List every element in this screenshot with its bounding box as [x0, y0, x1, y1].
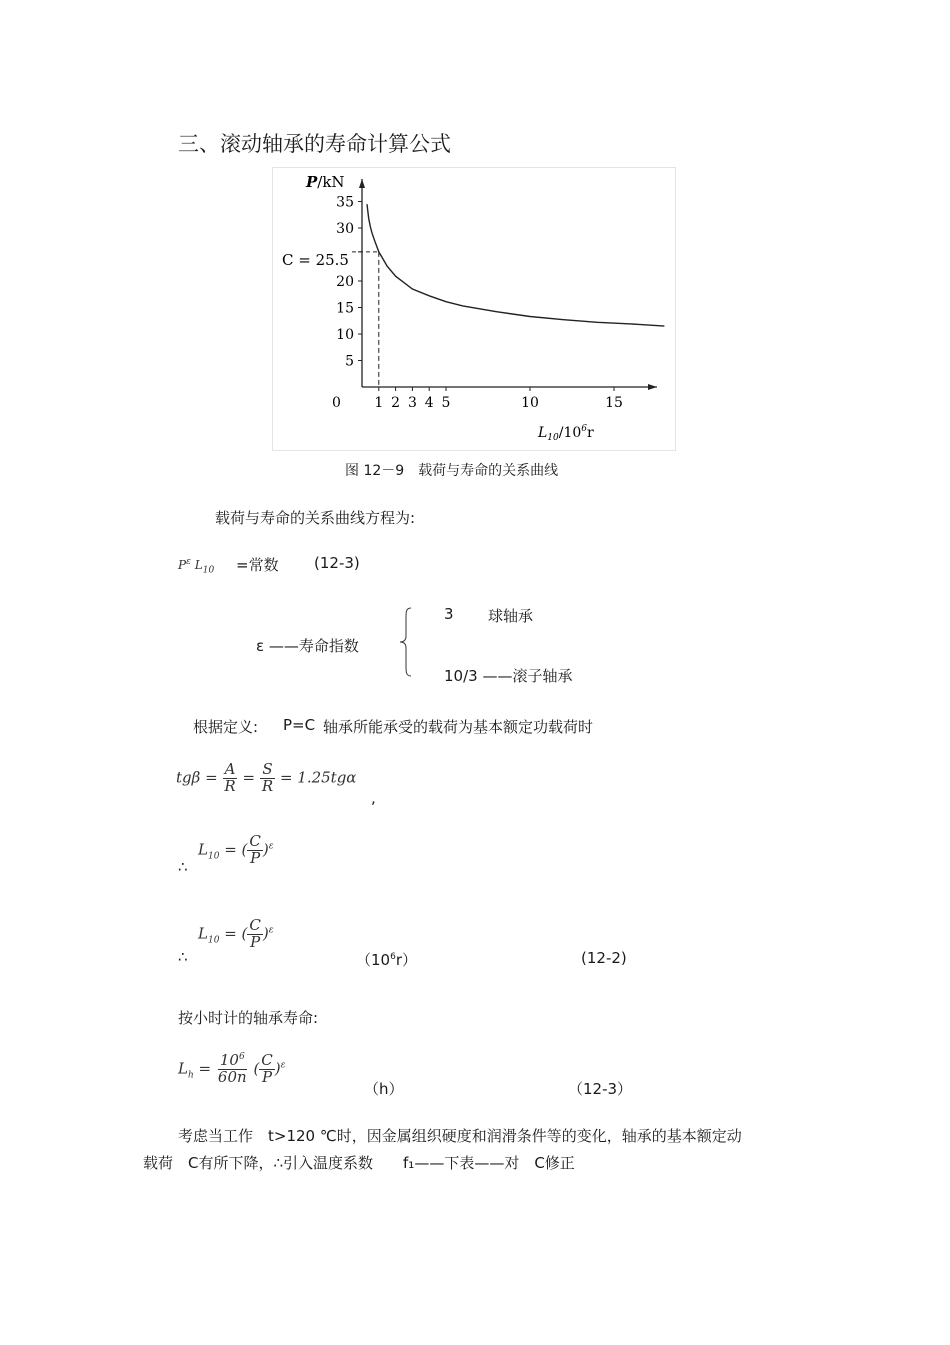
x-tick-label: 4 [424, 395, 434, 411]
equation-rhs: =常数 [236, 556, 279, 574]
y-tick-label: 20 [336, 274, 354, 290]
x-tick-label: 2 [391, 395, 401, 411]
left-brace-icon [398, 606, 414, 678]
equation-number-12-3: （12-3） [568, 1080, 633, 1098]
equation-number: (12-3) [314, 554, 360, 572]
y-axis-arrow-icon [359, 179, 365, 188]
equation-number-12-2: (12-2) [581, 949, 627, 967]
definition-condition: P=C [283, 716, 316, 734]
l10-formula-1: $L_{10}$ = ( $\frac{C}{P}$ )$^\varepsilon$ [198, 832, 274, 867]
x-tick-label: 3 [407, 395, 417, 411]
therefore-symbol-2: ∴ [178, 948, 188, 966]
ball-exponent-value: 3 [444, 605, 454, 623]
y-tick-label: 35 [336, 194, 354, 211]
tg-formula-comma: , [371, 789, 376, 807]
x-axis-label: $L_{10}/10^6r$ [538, 424, 594, 443]
y-tick-label: 30 [336, 221, 354, 237]
load-life-chart [272, 167, 676, 451]
x-axis-arrow-icon [648, 384, 657, 390]
temperature-line-1: 考虑当工作 t>120 ℃时，因金属组织硬度和润滑条件等的变化，轴承的基本额定动 [178, 1127, 742, 1145]
origin-label: 0 [332, 395, 341, 411]
y-tick-label: 5 [345, 353, 354, 370]
figure-caption: 图 12－9 载荷与寿命的关系曲线 [345, 463, 559, 479]
intro-text: 载荷与寿命的关系曲线方程为: [215, 509, 416, 527]
tg-formula: tgβ = $\frac{A}{R}$ = $\frac{S}{R}$ = 1.25tgα [176, 760, 357, 795]
equation-pl-constant: $P^\varepsilon$ $L_{10}$ [178, 557, 215, 576]
x-tick-label: 10 [521, 395, 539, 411]
definition-text: 轴承所能承受的载荷为基本额定功载荷时 [323, 718, 594, 736]
hours-intro: 按小时计的轴承寿命: [178, 1009, 319, 1027]
y-tick-label: 15 [336, 300, 354, 317]
y-tick-label: 10 [336, 327, 354, 343]
lh-unit: （h） [364, 1080, 404, 1098]
x-tick-label: 5 [441, 395, 451, 411]
x-tick-label: 1 [374, 395, 384, 411]
x-tick-label: 15 [605, 395, 623, 411]
load-life-curve [367, 204, 664, 326]
roller-bearing-label: 10/3 ——滚子轴承 [444, 667, 573, 685]
ball-bearing-label: 球轴承 [488, 607, 534, 625]
section-title: 三、滚动轴承的寿命计算公式 [178, 132, 451, 156]
definition-prefix: 根据定义: [193, 718, 259, 736]
temperature-line-2: 载荷 C有所下降，∴引入温度系数 f₁——下表——对 C修正 [143, 1154, 575, 1172]
therefore-symbol-1: ∴ [178, 858, 188, 876]
l10-formula-2: $L_{10}$ = ( $\frac{C}{P}$ )$^\varepsilon$ [198, 916, 274, 951]
y-axis-label: P/kN [306, 173, 345, 191]
l10-unit: $(10^6r)$ [356, 951, 417, 969]
lh-formula: $L_h$ = $\frac{10^6}{60n}$ ( $\frac{C}{P}$ )$^\varepsilon$ [178, 1051, 286, 1086]
exponent-label: ε ——寿命指数 [256, 637, 359, 655]
c-reference-label: C = 25.5 [282, 251, 349, 269]
